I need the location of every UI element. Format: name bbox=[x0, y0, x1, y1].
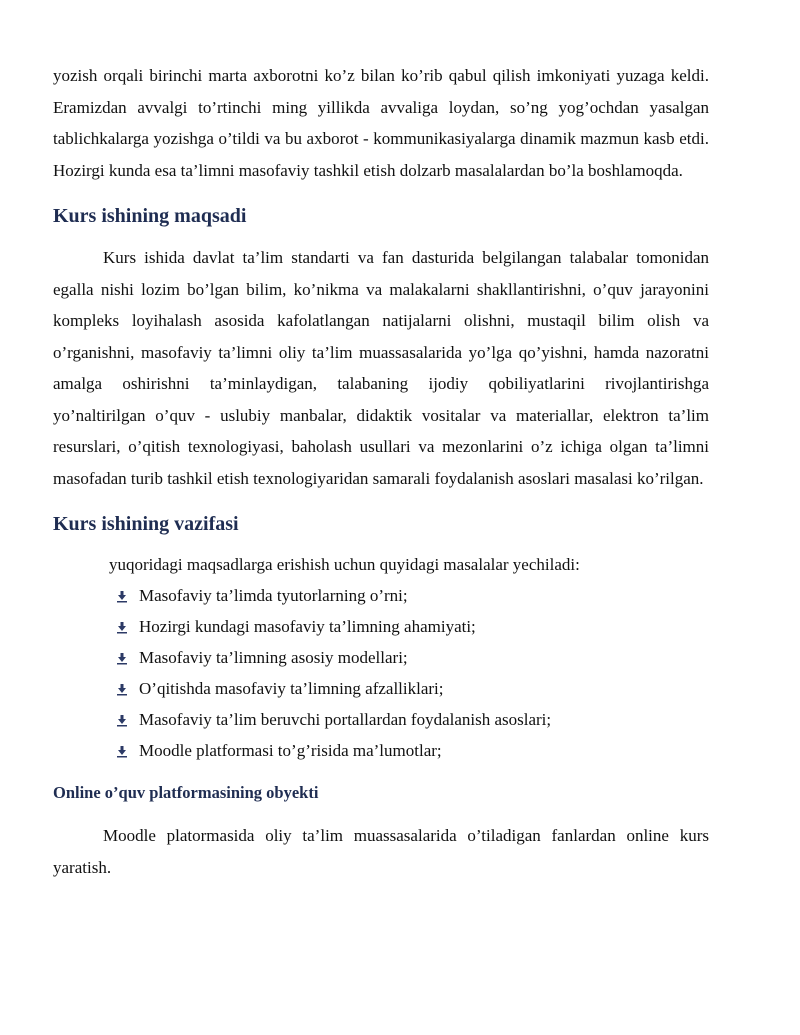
task-label: Hozirgi kundagi masofaviy ta’limning ahamiyati; bbox=[139, 617, 476, 636]
heading-goal: Kurs ishining maqsadi bbox=[53, 205, 247, 227]
task-label: Masofaviy ta’limda tyutorlarning o’rni; bbox=[139, 586, 408, 605]
tasks-list bbox=[53, 580, 709, 766]
arrow-down-bullet-icon bbox=[115, 682, 129, 696]
list-item bbox=[115, 642, 709, 673]
arrow-down-bullet-icon bbox=[115, 651, 129, 665]
task-label: Moodle platformasi to’g’risida ma’lumotlar; bbox=[139, 741, 442, 760]
list-item bbox=[115, 735, 709, 766]
heading-tasks: Kurs ishining vazifasi bbox=[53, 513, 239, 535]
tasks-intro: yuqoridagi maqsadlarga erishish uchun quyidagi masalalar yechiladi: bbox=[109, 555, 580, 574]
arrow-down-bullet-icon bbox=[115, 713, 129, 727]
task-label: Masofaviy ta’lim beruvchi portallardan foydalanish asoslari; bbox=[139, 710, 552, 729]
document-page bbox=[53, 60, 709, 883]
goal-paragraph: Kurs ishida davlat ta’lim standarti va fan dasturida belgilangan talabalar tomonidan egalla nishi lozim bo’lgan bilim, ko’nikma va malakalarni shakllantirishni, o’quv jarayonini kompleks loyihalash asosida kafolatlangan natijalarni olishni, mustaqil bilim olish va o’rganishni, masofaviy ta’limni oliy ta’lim muassasalarida yo’lga qo’yishni, hamda nazoratni amalga oshirishni ta’minlaydigan, talabaning ijodiy qobiliyatlarini rivojlantirishga yo’naltirilgan o’quv - uslubiy manbalar, didaktik vositalar va materiallar, elektron ta’lim resurslari, o’qitish texnologiyasi, baholash usullari va mezonlarini o’z ichiga olgan ta’limni masofadan turib tashkil etish texnologiyaridan samarali foydalanish asoslari masalasi ko’rilgan. bbox=[53, 248, 709, 488]
arrow-down-bullet-icon bbox=[115, 589, 129, 603]
list-item bbox=[115, 580, 709, 611]
list-item bbox=[115, 611, 709, 642]
task-label: Masofaviy ta’limning asosiy modellari; bbox=[139, 648, 408, 667]
heading-object: Online o’quv platformasining obyekti bbox=[53, 783, 319, 802]
list-item bbox=[115, 704, 709, 735]
intro-paragraph: yozish orqali birinchi marta axborotni ko’z bilan ko’rib qabul qilish imkoniyati yuzaga keldi. Eramizdan avvalgi to’rtinchi ming yillikda avvaliga loydan, so’ng yog’ochdan yasalgan tablichkalarga yozishga o’tildi va bu axborot - kommunikasiyalarga dinamik mazmun kasb etdi. Hozirgi kunda esa ta’limni masofaviy tashkil etish dolzarb masalalardan bo’la boshlamoqda. bbox=[53, 66, 709, 180]
task-label: O’qitishda masofaviy ta’limning afzalliklari; bbox=[139, 679, 444, 698]
arrow-down-bullet-icon bbox=[115, 744, 129, 758]
arrow-down-bullet-icon bbox=[115, 620, 129, 634]
list-item bbox=[115, 673, 709, 704]
object-paragraph: Moodle platormasida oliy ta’lim muassasalarida o’tiladigan fanlardan online kurs yaratish. bbox=[53, 826, 709, 877]
